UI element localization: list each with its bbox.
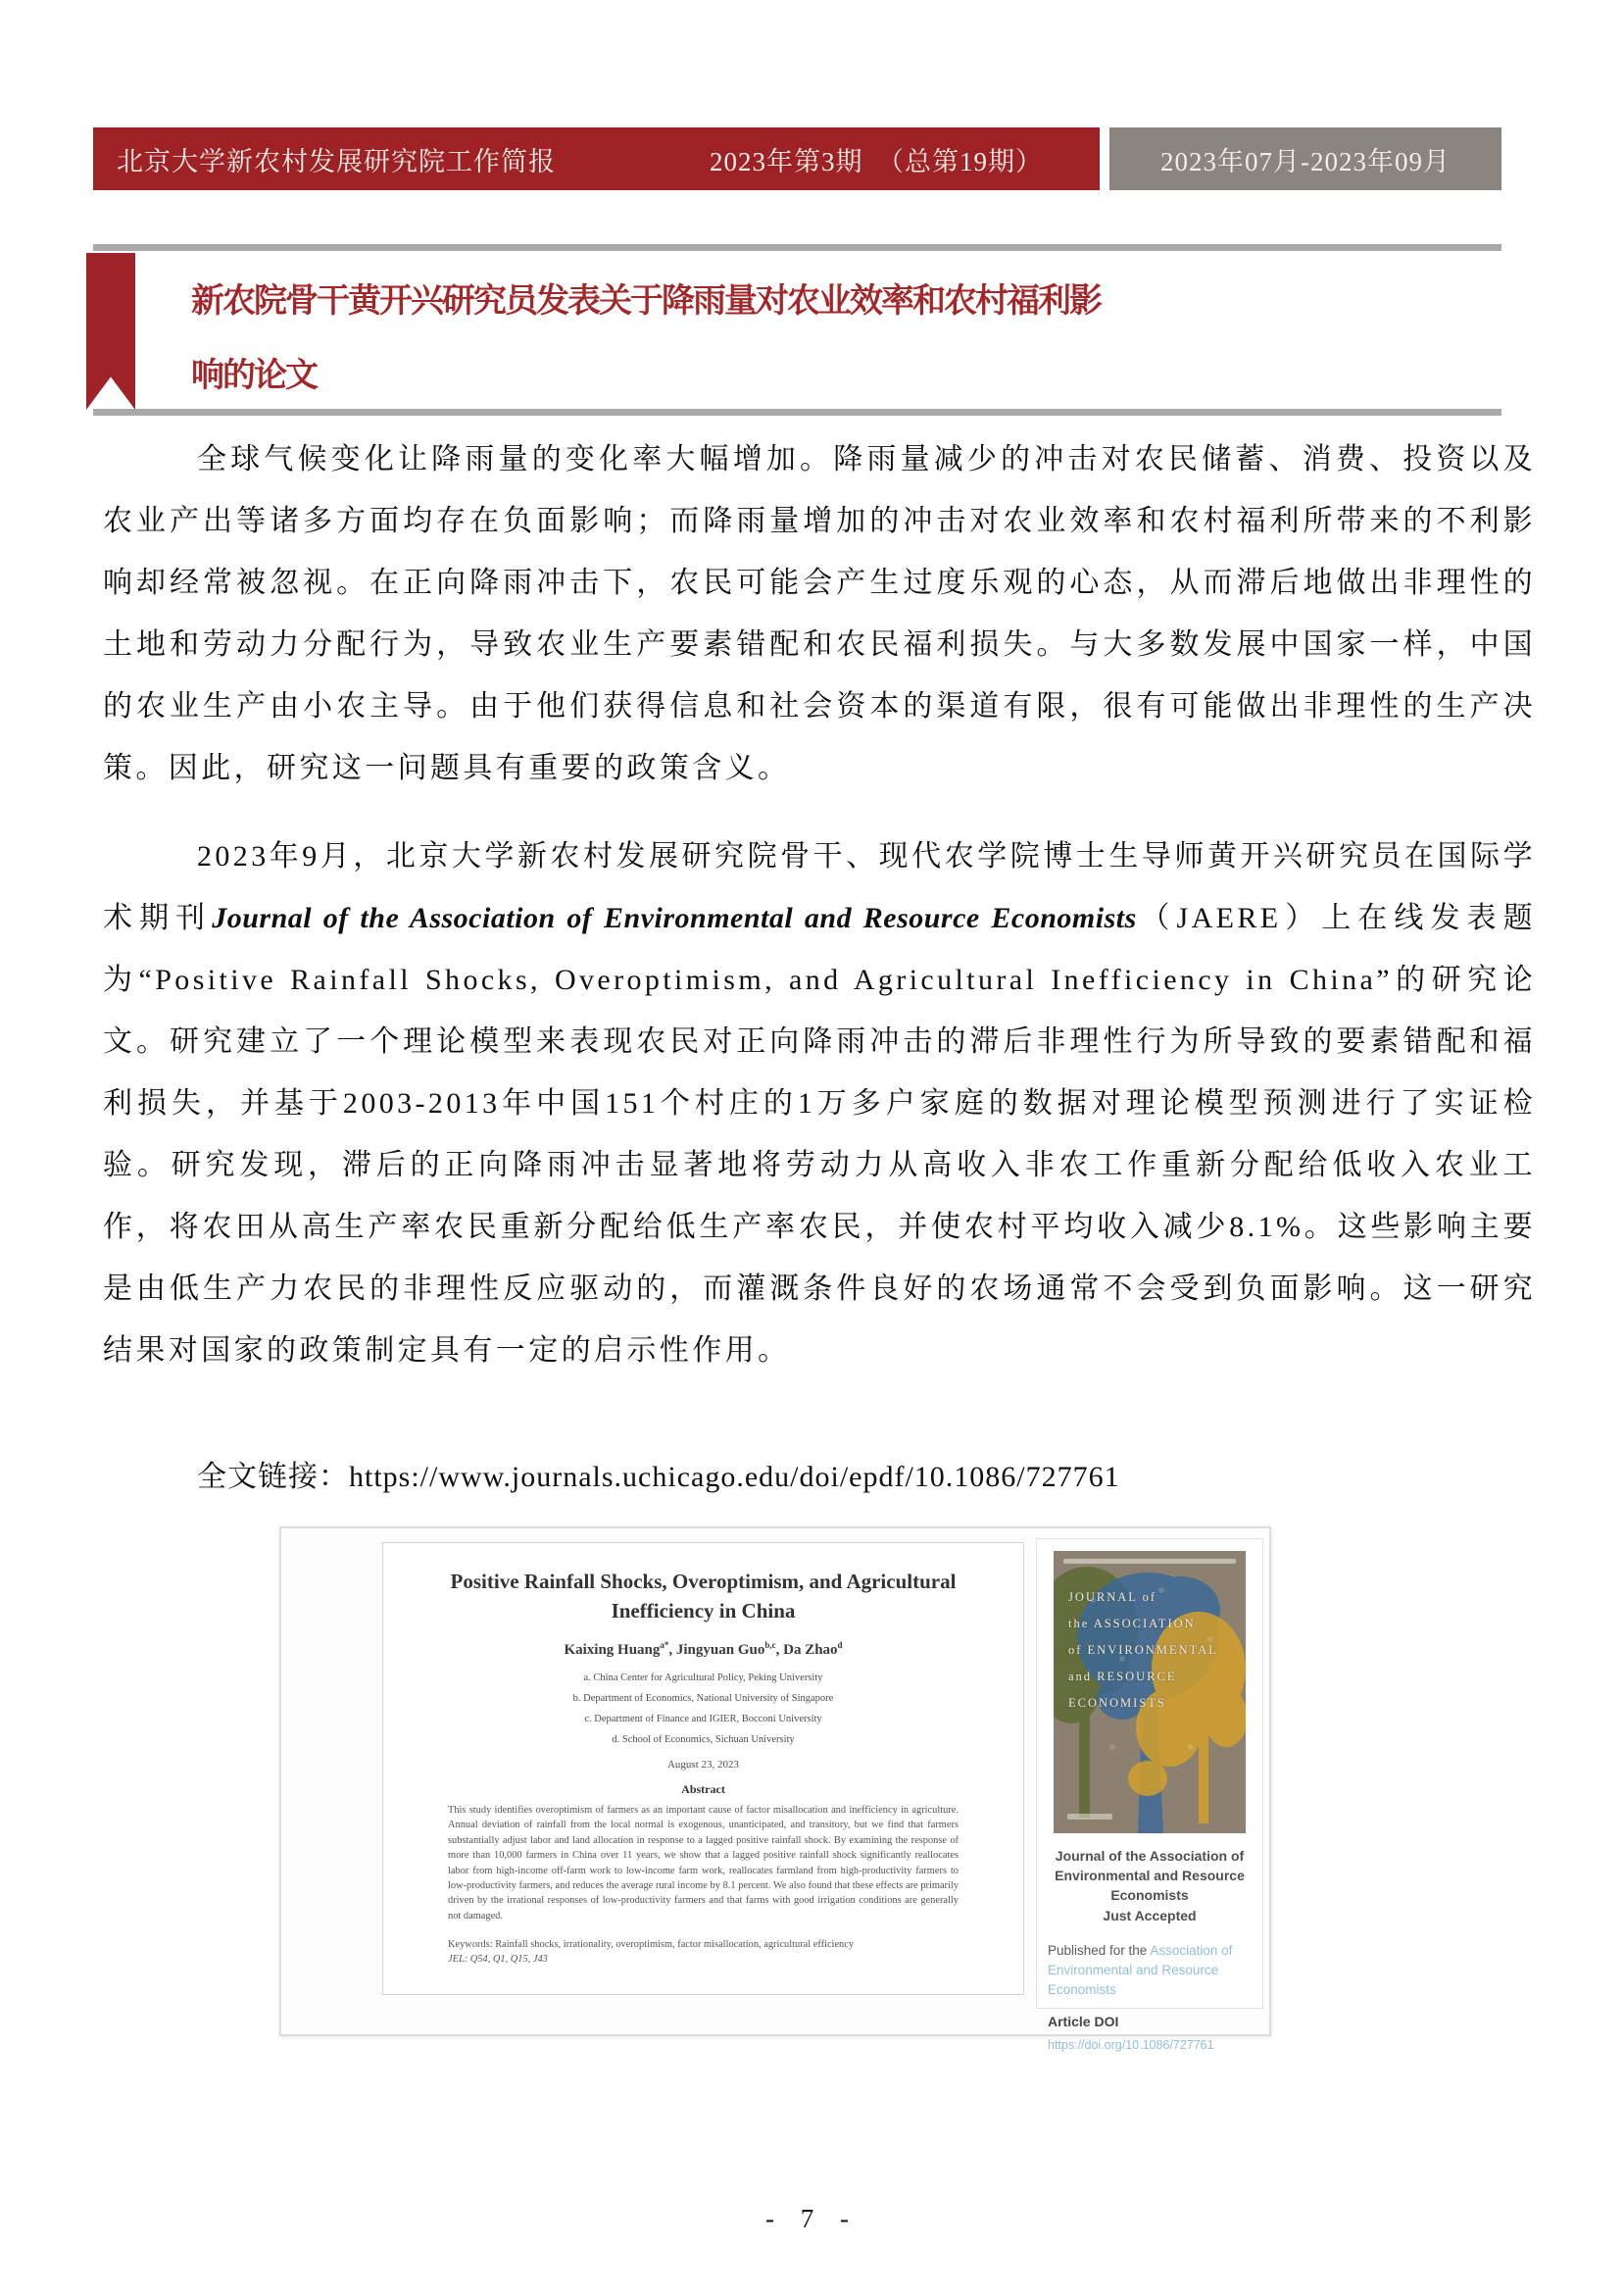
doi-link[interactable]: https://doi.org/10.1086/727761: [1048, 2038, 1214, 2052]
cover-title-line4: and RESOURCE: [1068, 1670, 1177, 1683]
cover-title-line2: the ASSOCIATION: [1068, 1617, 1196, 1630]
paper-affiliations: [422, 1668, 984, 1750]
paper-keywords: Keywords: Rainfall shocks, irrationality, overoptimism, factor misallocation, agricultural efficiency: [448, 1939, 855, 1951]
article-title-line2: 响的论文: [191, 357, 317, 394]
paper-title: Positive Rainfall Shocks, Overoptimism, and Agricultural Inefficiency in China: [450, 1570, 957, 1622]
paragraph-2-post: （JAERE）上在线发表题为“Positive Rainfall Shocks, Overoptimism, and Agricultural Inefficiency in China”的研究论文。研究建立了一个理论模型来表现农民对正向降雨冲击的滞后非理性行为所导致的要素错配和福利损失，并基于2003-2013年中国151个村庄的1万多户家庭的数据对理论模型预测进行了实证检验。研究发现，滞后的正向降雨冲击显著地将劳动力从高收入非农工作重新分配给低收入农业工作，将农田从高生产率农民重新分配给低生产率农民，并使农村平均收入减少8.1%。这些影响主要是由低生产力农民的非理性反应驱动的，而灌溉条件良好的农场通常不会受到负面影响。这一研究结果对国家的政策制定具有一定的启示性作用。: [103, 902, 1537, 1367]
author-3: , Da Zhao: [775, 1642, 838, 1658]
association-link[interactable]: Association of Environmental and Resource Economists: [1048, 1943, 1233, 1997]
affiliation-d: d. School of Economics, Sichuan University: [612, 1734, 795, 1745]
paper-screenshot-figure: [279, 1526, 1271, 2052]
paper-authors: [422, 1640, 984, 1659]
cover-title-line5: ECONOMISTS: [1068, 1696, 1166, 1710]
cover-top-text-strip: [1063, 1559, 1236, 1564]
paper-date: August 23, 2023: [666, 1759, 740, 1771]
cover-title-line3: of ENVIRONMENTAL: [1068, 1643, 1218, 1657]
abstract-heading: Abstract: [681, 1782, 725, 1796]
title-top-rule: [93, 244, 1501, 251]
paragraph-2: [103, 825, 1536, 1381]
cover-publisher-mark: [1067, 1814, 1112, 1820]
author-1-sup: a*: [660, 1640, 669, 1650]
journal-caption: Journal of the Association of Environmental and Resource Economists: [1055, 1848, 1245, 1903]
affiliation-b: b. Department of Economics, National University of Singapore: [572, 1693, 834, 1704]
journal-cover-image: [1054, 1551, 1246, 1833]
abstract-text: This study identifies overoptimism of farmers as an important cause of factor misallocation and inefficiency in agriculture. Annual deviation of rainfall from the local normal is exogenous, unanticipated, and transitory, but we find that farmers substantially adjust labor and land allocation in response to a lagged positive rainfall shock. By examining the response of more than 10,000 farmers in China over 11 years, we show that a lagged positive rainfall shock significantly reallocates labor from high-income off-farm work to low-income farm work, reallocates farmland from high-productivity farmers to low-productivity farmers, and reduces the average rural income by 8.1 percent. We also found that these effects are primarily driven by the irrational responses of low-productivity farmers and that farms with good irrigation conditions are generally not damaged.: [448, 1805, 959, 1922]
cover-title-line1: JOURNAL of: [1068, 1590, 1157, 1604]
fulltext-link-line: [103, 1446, 1536, 1508]
journal-name-italic: Journal of the Association of Environmental and Resource Economists: [212, 902, 1137, 934]
article-title-block: [93, 244, 1501, 416]
paragraph-1: 全球气候变化让降雨量的变化率大幅增加。降雨量减少的冲击对农民储蓄、消费、投资以及农业产出等诸多方面均存在负面影响；而降雨量增加的冲击对农业效率和农村福利所带来的不利影响却经常被忽视。在正向降雨冲击下，农民可能会产生过度乐观的心态，从而滞后地做出非理性的土地和劳动力分配行为，导致农业生产要素错配和农民福利损失。与大多数发展中国家一样，中国的农业生产由小农主导。由于他们获得信息和社会资本的渠道有限，很有可能做出非理性的生产决策。因此，研究这一问题具有重要的政策含义。: [103, 443, 1536, 784]
author-2-sup: b,c: [764, 1640, 776, 1650]
journal-info-panel: [1036, 1538, 1263, 2052]
doi-label: Article DOI: [1048, 2014, 1119, 2029]
paper-first-page: [382, 1542, 1024, 1995]
newsletter-header-bar: [93, 127, 1501, 190]
fulltext-link-label: 全文链接：: [197, 1461, 349, 1493]
affiliation-c: c. Department of Finance and IGIER, Bocconi University: [584, 1714, 822, 1724]
author-1: Kaixing Huang: [564, 1642, 661, 1658]
newsletter-title: 北京大学新农村发展研究院工作简报: [117, 146, 556, 176]
header-red-section: [93, 127, 1100, 190]
title-bottom-rule: [93, 409, 1501, 416]
bookmark-ribbon-icon: [86, 253, 135, 410]
published-for-text: [1048, 1941, 1252, 2000]
journal-status: Just Accepted: [1103, 1908, 1197, 1923]
issue-number: 2023年第3期 （总第19期）: [710, 146, 1043, 176]
article-title: [191, 244, 1501, 413]
author-2: , Jingyuan Guo: [668, 1642, 765, 1658]
fulltext-link-url[interactable]: https://www.journals.uchicago.edu/doi/epdf/10.1086/727761: [349, 1461, 1120, 1493]
issue-period: 2023年07月-2023年09月: [1160, 146, 1451, 176]
paper-jel-codes: JEL: Q54, Q1, Q15, J43: [448, 1954, 548, 1966]
author-3-sup: d: [837, 1640, 843, 1650]
article-title-line1: 新农院骨干黄开兴研究员发表关于降雨量对农业效率和农村福利影: [191, 282, 1101, 320]
affiliation-a: a. China Center for Agricultural Policy, Peking University: [583, 1672, 823, 1683]
published-for-prefix: Published for the: [1048, 1943, 1151, 1958]
cover-journal-title: [1068, 1584, 1218, 1717]
page-number: - 7 -: [765, 2204, 859, 2233]
header-gray-section: [1109, 127, 1501, 190]
paragraph-2-pre: 2023年9月，北京大学新农村发展研究院骨干、现代农学院博士生导师黄开兴研究员在国际学术期刊: [103, 840, 1536, 934]
article-body: [103, 428, 1536, 1508]
